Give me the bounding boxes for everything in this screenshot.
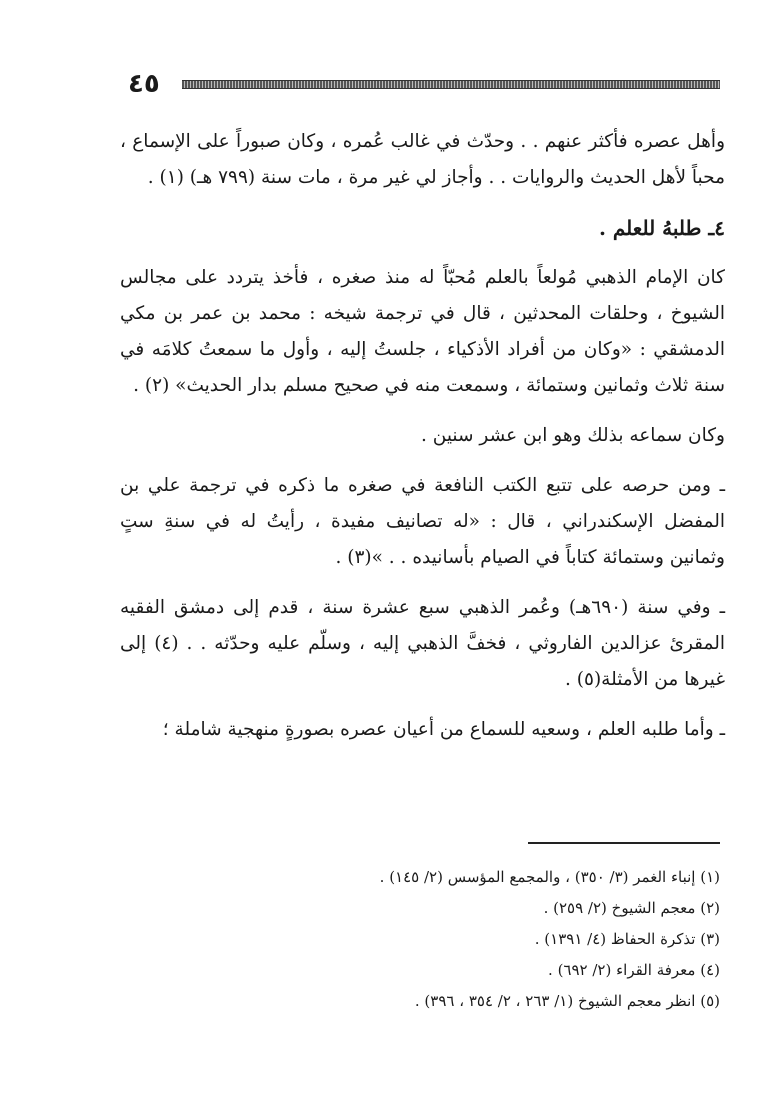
footnote: (٣) تذكرة الحفاظ (٤/ ١٣٩١) . xyxy=(534,930,720,948)
footnote: (١) إنباء الغمر (٣/ ٣٥٠) ، والمجمع المؤسس (٢/ ١٤٥) . xyxy=(379,868,720,886)
page-header xyxy=(128,64,720,104)
footnote: (٤) معرفة القراء (٢/ ٦٩٢) . xyxy=(548,961,720,979)
footnote-divider xyxy=(528,842,720,844)
page-number: ٤٥ xyxy=(128,69,160,99)
paragraph: ـ ومن حرصه على تتبع الكتب النافعة في صغره ما ذكره في ترجمة علي بن المفضل الإسكندراني ، قال : «له تصانيف مفيدة ، رأيتُ له في سنةِ ستٍ وثمانين وستمائة كتاباً في الصيام بأسانيده . . »(٣) . xyxy=(120,475,725,568)
paragraph: وأهل عصره فأكثر عنهم . . وحدّث في غالب عُمره ، وكان صبوراً على الإسماع ، محباً لأهل الحديث والروايات . . وأجاز لي غير مرة ، مات سنة (٧٩٩ هـ) (١) . xyxy=(120,131,725,188)
footnote: (٢) معجم الشيوخ (٢/ ٢٥٩) . xyxy=(543,899,720,917)
body-text xyxy=(120,124,725,762)
footnotes xyxy=(260,862,720,1017)
paragraph: ـ وأما طلبه العلم ، وسعيه للسماع من أعيان عصره بصورةٍ منهجية شاملة ؛ xyxy=(162,719,725,740)
footnote: (٥) انظر معجم الشيوخ (١/ ٢٦٣ ، ٢/ ٣٥٤ ، ٣٩٦) . xyxy=(414,992,720,1010)
paragraph: ـ وفي سنة (٦٩٠هـ) وعُمر الذهبي سبع عشرة سنة ، قدم إلى دمشق الفقيه المقرئ عزالدين الفاروثي ، فخفَّ الذهبي إليه ، وسلّم عليه وحدّثه . . (٤) إلى غيرها من الأمثلة(٥) . xyxy=(120,597,725,690)
paragraph: وكان سماعه بذلك وهو ابن عشر سنين . xyxy=(420,425,725,446)
header-rule xyxy=(182,80,720,89)
paragraph: كان الإمام الذهبي مُولعاً بالعلم مُحبّاً له منذ صغره ، فأخذ يتردد على مجالس الشيوخ ، وحلقات المحدثين ، قال في ترجمة شيخه : محمد بن عمر بن مكي الدمشقي : «وكان من أفراد الأذكياء ، جلستُ إليه ، وأول ما سمعتُ كلامَه في سنة ثلاث وثمانين وستمائة ، وسمعت منه في صحيح مسلم بدار الحديث» (٢) . xyxy=(120,267,725,396)
section-heading: ٤ـ طلبهُ للعلم . xyxy=(598,216,725,240)
